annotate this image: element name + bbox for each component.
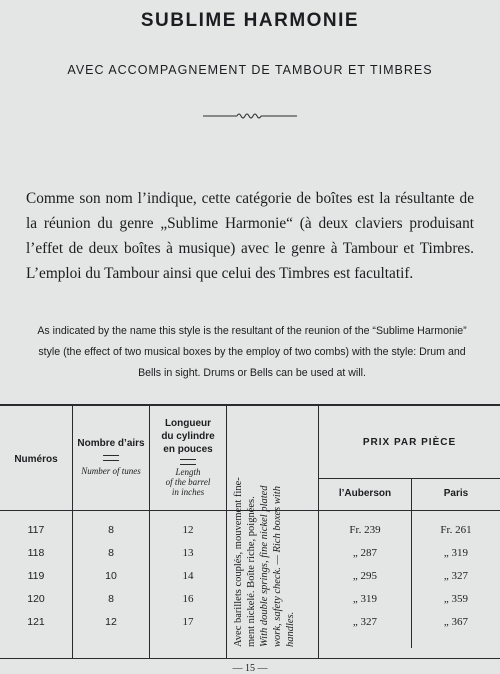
cell-price-auberson: „ 287 <box>352 547 378 559</box>
cell-longueur: 16 <box>182 593 194 605</box>
cell-price-paris: Fr. 261 <box>440 524 472 536</box>
description-note <box>232 412 302 647</box>
header-number-of-tunes: Number of tunes <box>81 466 141 476</box>
cell-numero: 119 <box>27 570 45 582</box>
cell-numero: 121 <box>27 616 45 628</box>
price-subheader-rule <box>318 478 500 479</box>
cell-longueur: 13 <box>182 547 194 559</box>
cell-price-auberson: Fr. 239 <box>349 524 381 536</box>
cell-price-paris: „ 319 <box>443 547 469 559</box>
header-in-inches: in inches <box>171 487 205 497</box>
note-fr-line: Avec barillets couplés, mouvement fine- <box>233 477 244 647</box>
header-paris: Paris <box>443 488 469 499</box>
cell-airs: 12 <box>105 616 117 628</box>
header-length: Length <box>175 467 201 477</box>
header-du-cylindre: du cylindre <box>161 431 215 442</box>
cell-airs: 10 <box>105 570 117 582</box>
cell-airs: 8 <box>108 593 114 605</box>
french-description: Comme son nom l’indique, cette catégorie de boîtes est la résultante de la réunion du genre „Sublime Harmonie“ (à deux claviers produisant l’effet de deux boîtes à musique) avec le genre à Tambour et Timbres. L’emploi du Tambour ainsi que celui des Timbres est facultatif. <box>26 190 474 282</box>
cell-price-paris: „ 367 <box>443 616 469 628</box>
cell-price-paris: „ 359 <box>443 593 469 605</box>
header-double-rule <box>103 455 119 461</box>
cell-longueur: 17 <box>182 616 194 628</box>
table-col-divider <box>226 405 227 658</box>
cell-longueur: 14 <box>182 570 194 582</box>
page-subtitle: AVEC ACCOMPAGNEMENT DE TAMBOUR ET TIMBRES <box>67 63 433 77</box>
note-en-line: handles. <box>285 611 296 647</box>
cell-numero: 118 <box>27 547 45 559</box>
table-top-rule <box>0 404 500 406</box>
header-of-the-barrel: of the barrel <box>165 477 211 487</box>
header-numeros: Numéros <box>14 454 58 465</box>
cell-airs: 8 <box>108 524 114 536</box>
header-en-pouces: en pouces <box>163 444 213 455</box>
cell-numero: 120 <box>27 593 45 605</box>
cell-price-auberson: „ 327 <box>352 616 378 628</box>
cell-price-paris: „ 327 <box>443 570 469 582</box>
ornament-divider <box>203 111 297 121</box>
header-prix-par-piece: PRIX PAR PIÈCE <box>362 437 457 448</box>
table-bottom-rule <box>0 658 500 659</box>
header-auberson: l’Auberson <box>338 488 392 499</box>
cell-price-auberson: „ 295 <box>352 570 378 582</box>
price-header-rule <box>318 510 500 511</box>
header-longueur: Longueur <box>164 418 212 429</box>
header-double-rule <box>180 459 196 465</box>
header-nombre-airs: Nombre d’airs <box>77 438 145 449</box>
note-en-line: With double springs, fine nickel plated <box>259 485 270 647</box>
note-en-line: work, safety check. — Rich boxes with <box>272 486 283 647</box>
cell-price-auberson: „ 319 <box>352 593 378 605</box>
page-number: — 15 — <box>232 663 268 674</box>
cell-airs: 8 <box>108 547 114 559</box>
english-description: As indicated by the name this style is the resultant of the reunion of the “Sublime Harmonie” style (the effect of two musical boxes by the employ of two combs) with the style: Drum and Bells in sight. Drums or Bells can be used at will. <box>37 325 467 379</box>
cell-longueur: 12 <box>182 524 194 536</box>
page-title: SUBLIME HARMONIE <box>140 10 360 31</box>
cell-numero: 117 <box>27 524 45 536</box>
note-fr-line: ment nickelé. Boîte riche, poignées. <box>246 496 257 647</box>
